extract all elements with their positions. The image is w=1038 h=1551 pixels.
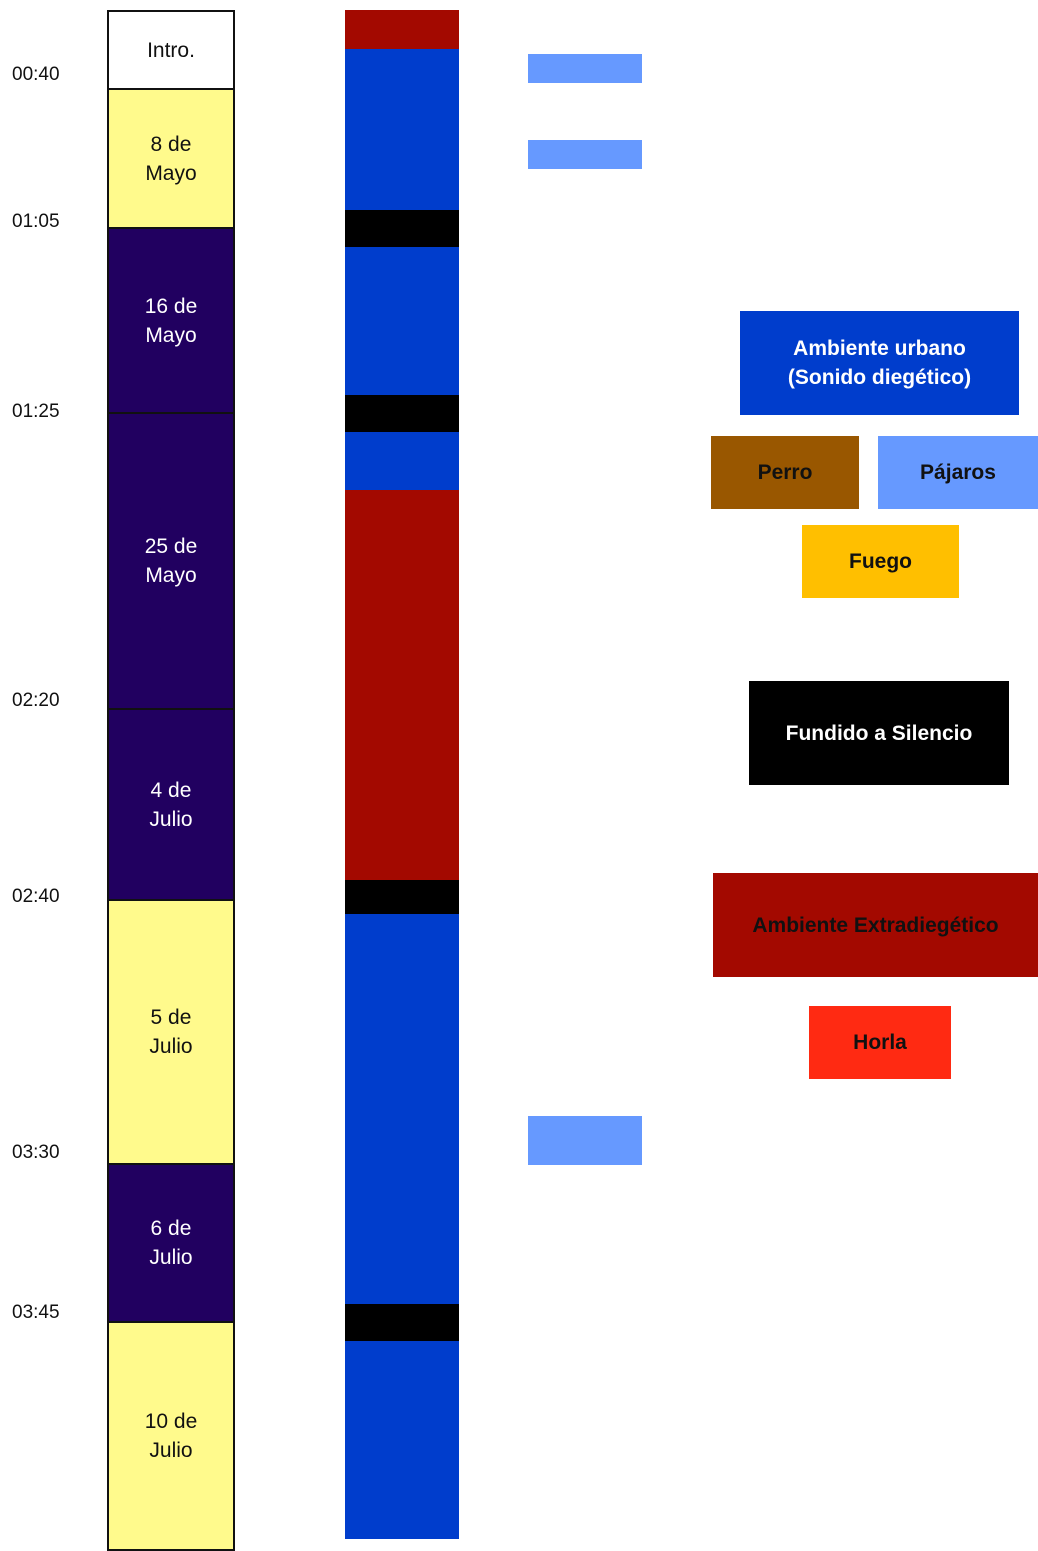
timestamp: 02:20 <box>12 690 60 711</box>
legend-pajaros <box>878 436 1038 509</box>
timestamp: 01:25 <box>12 401 60 422</box>
segment-label: Intro. <box>147 38 195 62</box>
track-block-urbano <box>345 1341 459 1539</box>
segment-8-mayo <box>107 88 235 229</box>
legend-label: Pájaros <box>920 461 996 484</box>
legend-perro <box>711 436 859 509</box>
timestamp: 02:40 <box>12 886 60 907</box>
legend-ambiente-extradiegetico <box>713 873 1038 977</box>
bird-marker <box>528 1116 642 1165</box>
segment-label: 4 de Julio <box>149 778 193 831</box>
track-block-urbano <box>345 49 459 210</box>
segment-label: 8 de Mayo <box>145 132 197 185</box>
track-block-silencio <box>345 1304 459 1341</box>
legend-label: Perro <box>757 461 813 484</box>
segment-label: 5 de Julio <box>149 1006 193 1058</box>
legend-label: Ambiente urbano (Sonido diegético) <box>787 337 972 389</box>
segment-label: 10 de Julio <box>144 1410 198 1462</box>
track-block-urbano <box>345 432 459 490</box>
timestamp: 01:05 <box>12 211 60 232</box>
segment-label: 25 de Mayo <box>144 535 198 587</box>
segment-label: 6 de Julio <box>149 1217 193 1269</box>
track-block-silencio <box>345 395 459 432</box>
legend-label: Fundido a Silencio <box>785 721 973 745</box>
timestamp: 03:30 <box>12 1142 60 1163</box>
bird-marker <box>528 54 642 83</box>
segment-intro <box>107 10 235 90</box>
legend-horla <box>809 1006 951 1079</box>
legend-fuego <box>802 525 959 598</box>
track-block-silencio <box>345 210 459 247</box>
segment-4-julio <box>107 708 235 901</box>
timestamp: 00:40 <box>12 64 60 85</box>
timestamp: 03:45 <box>12 1302 60 1323</box>
segment-label: 16 de Mayo <box>144 294 198 347</box>
track-block-urbano <box>345 247 459 395</box>
segment-25-mayo <box>107 412 235 710</box>
legend-ambiente-urbano <box>740 311 1019 415</box>
segment-6-julio <box>107 1163 235 1323</box>
track-block-urbano <box>345 914 459 1304</box>
bird-marker <box>528 140 642 169</box>
track-block-extradiegetico <box>345 10 459 49</box>
track-block-extradiegetico <box>345 490 459 880</box>
legend-fundido-silencio <box>749 681 1009 785</box>
segment-10-julio <box>107 1321 235 1551</box>
track-block-silencio <box>345 880 459 914</box>
legend-label: Fuego <box>849 550 912 573</box>
legend-label: Ambiente Extradiegético <box>752 913 999 937</box>
segment-5-julio <box>107 899 235 1165</box>
legend-label: Horla <box>853 1031 907 1054</box>
segment-16-mayo <box>107 227 235 414</box>
